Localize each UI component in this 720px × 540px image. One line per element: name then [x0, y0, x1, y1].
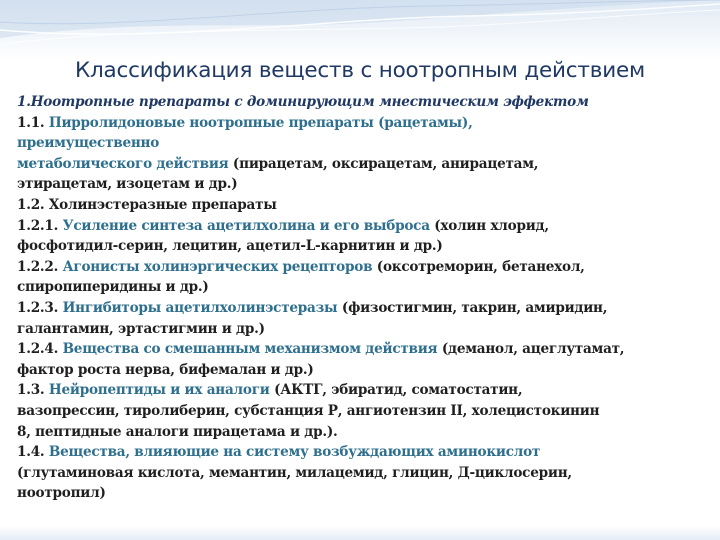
text-segment: 1.Ноотропные препараты с доминирующим мнестическим эффектом [17, 94, 589, 110]
text-segment: 1.2.4. [17, 341, 63, 358]
text-segment: (оксотреморин, бетанехол, [372, 258, 585, 275]
text-segment: 1.2.2. [17, 258, 63, 275]
text-line [17, 154, 707, 175]
text-segment: фактор роста нерва, бифемалан и др.) [17, 361, 314, 378]
text-line [17, 174, 707, 195]
text-line [17, 483, 707, 504]
text-segment: Ингибиторы ацетилхолинэстеразы [62, 299, 338, 316]
text-line [17, 133, 707, 154]
text-line [17, 319, 707, 340]
text-segment: Нейропептиды и их аналоги [48, 382, 270, 399]
text-segment: (глутаминовая кислота, мемантин, милацемид, глицин, Д-циклосерин, [17, 464, 572, 481]
footer-decoration [0, 526, 720, 540]
text-segment: (АКТГ, эбиратид, соматостатин, [269, 382, 523, 399]
wave-decoration [0, 0, 720, 60]
text-segment: 8, пептидные аналоги пирацетама и др.). [17, 423, 338, 440]
text-line [17, 442, 707, 463]
text-line [17, 257, 707, 278]
text-segment: спиропиперидины и др.) [17, 279, 209, 296]
text-line [17, 380, 707, 401]
text-segment: Вещества со смешанным механизмом действия [62, 341, 438, 358]
text-segment: Вещества, влияющие на систему возбуждающих аминокислот [48, 444, 541, 461]
text-segment: ноотропил) [17, 485, 106, 502]
text-segment: Усиление синтеза ацетилхолина и его выброса [62, 217, 430, 234]
classification-text [17, 92, 707, 504]
text-line [17, 92, 707, 113]
text-segment: вазопрессин, тиролиберин, субстанция Р, ангиотензин II, холецистокинин [17, 402, 600, 419]
text-segment: (пирацетам, оксирацетам, анирацетам, [228, 155, 539, 172]
text-segment: 1.2.1. [17, 217, 63, 234]
text-segment: (холин хлорид, [429, 217, 549, 234]
text-segment: фосфотидил-серин, лецитин, ацетил-L-карнитин и др.) [17, 238, 443, 255]
text-line [17, 216, 707, 237]
text-segment: этирацетам, изоцетам и др.) [17, 176, 238, 193]
header-decoration [0, 0, 720, 60]
text-segment: 1.2.3. [17, 299, 63, 316]
text-segment: преимущественно [17, 135, 160, 152]
text-segment: 1.2. Холинэстеразные препараты [17, 196, 277, 213]
text-segment: 1.1. [17, 114, 49, 131]
text-segment: галантамин, эртастигмин и др.) [17, 320, 265, 337]
text-line [17, 195, 707, 216]
text-line [17, 463, 707, 484]
text-segment: 1.4. [17, 444, 49, 461]
text-segment: метаболического действия [17, 155, 229, 172]
text-line [17, 113, 707, 134]
text-segment: 1.3. [17, 382, 49, 399]
text-segment: (физостигмин, такрин, амиридин, [337, 299, 608, 316]
slide-title: Классификация веществ с ноотропным действием [74, 58, 646, 83]
text-line [17, 360, 707, 381]
text-segment: Агонисты холинэргических рецепторов [62, 258, 373, 275]
text-line [17, 277, 707, 298]
text-line [17, 422, 707, 443]
text-segment: Пирролидоновые ноотропные препараты (рацетамы), [48, 114, 473, 131]
text-line [17, 236, 707, 257]
text-line [17, 339, 707, 360]
text-line [17, 401, 707, 422]
text-line [17, 298, 707, 319]
text-segment: (деманол, ацеглутамат, [437, 341, 625, 358]
